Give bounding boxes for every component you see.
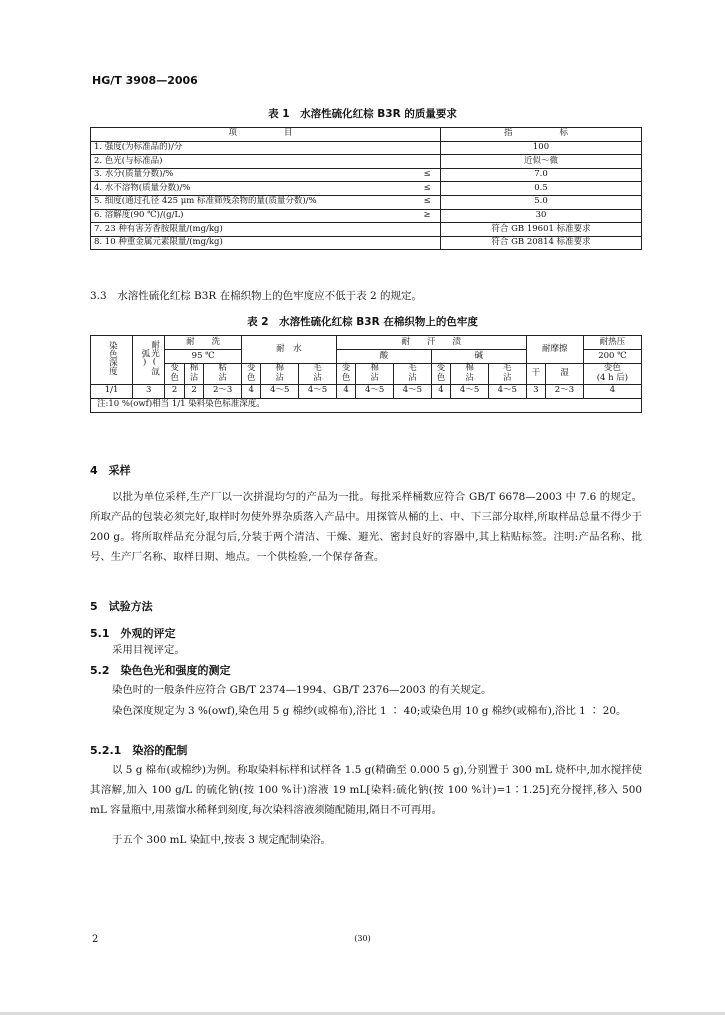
table1-value: 符合 GB 19601 标准要求 xyxy=(441,223,642,237)
page-number: 2 xyxy=(92,934,99,945)
header-depth: 染色深度 xyxy=(91,336,133,385)
cell: 2 xyxy=(165,384,184,398)
table1-value: 符合 GB 20814 标准要求 xyxy=(441,236,642,250)
section-5-2-1-title: 5.2.1 染浴的配制 xyxy=(90,744,188,757)
table1-header-indicator: 指 标 xyxy=(441,128,642,142)
table1-sym: ≤ xyxy=(414,195,441,209)
table2-note: 注:10 %(owf)相当 1/1 染料染色标准深度。 xyxy=(91,398,642,412)
table1-sym xyxy=(414,223,441,237)
quality-requirements-table xyxy=(90,127,642,250)
sub-header: 棉 沾 xyxy=(356,364,394,385)
table1-sym xyxy=(414,141,441,155)
color-fastness-table xyxy=(90,335,642,413)
header-rub: 耐摩擦 xyxy=(526,336,583,364)
cell: 4 xyxy=(336,384,355,398)
section-5-title: 5 试验方法 xyxy=(90,600,153,613)
sub-header: 变 色 xyxy=(241,364,260,385)
table1-sym: ≤ xyxy=(414,182,441,196)
cell: 3 xyxy=(133,384,165,398)
sub-header: 变 色 xyxy=(165,364,184,385)
table1-item: 6. 溶解度(90 ℃)/(g/L) xyxy=(91,209,415,223)
cell: 2～3 xyxy=(204,384,242,398)
sub-header-wet: 湿 xyxy=(546,364,584,385)
sub-header: 毛 沾 xyxy=(394,364,432,385)
table1-item: 4. 水不溶物(质量分数)/% xyxy=(91,182,415,196)
table-row xyxy=(91,236,642,250)
table2-caption: 表 2 水溶性硫化红棕 B3R 在棉织物上的色牢度 xyxy=(247,316,478,328)
header-sweat: 耐 汗 渍 xyxy=(336,336,526,350)
cell: 4～5 xyxy=(356,384,394,398)
table1-item: 3. 水分(质量分数)/% xyxy=(91,168,415,182)
section-4-body: 以批为单位采样,生产厂以一次拼混均匀的产品为一批。每批采样桶数应符合 GB/T 6678—2003 中 7.6 的规定。所取产品的包装必须完好,取样时勿使外界杂质落入产品中。用探管从桶的上、中、下三部分取样,所取样品总量不得少于 200 g。将所取样品充分混匀后,分装于两个清洁、干燥、避光、密封良好的容器中,其上粘贴标签。注明:产品名称、批号、生产厂名称、取样日期、地点。一个供检验,一个保存备查。 xyxy=(90,491,642,563)
table1-sym: ≥ xyxy=(414,209,441,223)
sub-header: 粘 沾 xyxy=(204,364,242,385)
table-row xyxy=(91,182,642,196)
header-wash-temp: 95 ℃ xyxy=(165,350,242,364)
table-row xyxy=(91,168,642,182)
cell: 4～5 xyxy=(299,384,337,398)
cell: 4～5 xyxy=(394,384,432,398)
section-5-2-title: 5.2 染色色光和强度的测定 xyxy=(90,664,231,677)
table1-item: 1. 强度(为标准品的)/分 xyxy=(91,141,415,155)
section-5-1-body: 采用目视评定。 xyxy=(112,644,185,656)
sub-header: 变 色 xyxy=(336,364,355,385)
table1-caption: 表 1 水溶性硫化红棕 B3R 的质量要求 xyxy=(268,108,457,120)
cell: 2～3 xyxy=(546,384,584,398)
cell: 4 xyxy=(241,384,260,398)
table1-value: 近似～微 xyxy=(441,155,642,169)
section-5-1-title: 5.1 外观的评定 xyxy=(90,627,176,640)
table-row xyxy=(91,155,642,169)
section-5-2-body2: 染色深度规定为 3 %(owf),染色用 5 g 棉纱(或棉布),浴比 1 ∶ 40;或染色用 10 g 棉纱(或棉布),浴比 1 ∶ 20。 xyxy=(112,705,627,717)
cell: 4 xyxy=(431,384,450,398)
cell: 2 xyxy=(184,384,203,398)
table1-value: 5.0 xyxy=(441,195,642,209)
header-light: 耐光(氙弧) xyxy=(133,336,165,385)
header-water: 耐 水 xyxy=(241,336,336,364)
section-4-title: 4 采样 xyxy=(90,464,131,477)
page-code: (30) xyxy=(354,934,371,943)
table1-item: 5. 细度(通过孔径 425 μm 标准筛残余物的量(质量分数)/% xyxy=(91,195,415,209)
sub-header-press: 变色 (4 h 后) xyxy=(583,364,641,385)
sub-header: 棉 沾 xyxy=(451,364,489,385)
cell: 3 xyxy=(526,384,545,398)
table1-value: 7.0 xyxy=(441,168,642,182)
cell: 4 xyxy=(583,384,641,398)
section-3-3: 3.3 水溶性硫化红棕 B3R 在棉织物上的色牢度应不低于表 2 的规定。 xyxy=(90,290,423,302)
cell: 1/1 xyxy=(91,384,133,398)
header-press: 耐热压 xyxy=(583,336,641,350)
header-wash: 耐 洗 xyxy=(165,336,242,350)
table1-item: 8. 10 种重金属元素限量/(mg/kg) xyxy=(91,236,415,250)
table-row xyxy=(91,223,642,237)
sub-header: 棉 沾 xyxy=(261,364,299,385)
table1-header-item: 项 目 xyxy=(91,128,441,142)
bottom-scan-edge xyxy=(0,1012,725,1015)
table1-value: 0.5 xyxy=(441,182,642,196)
section-5-2-body1: 染色时的一般条件应符合 GB/T 2374—1994、GB/T 2376—2003 的有关规定。 xyxy=(112,684,492,696)
table-row xyxy=(91,209,642,223)
table1-sym xyxy=(414,236,441,250)
table1-sym: ≤ xyxy=(414,168,441,182)
standard-code: HG/T 3908—2006 xyxy=(92,74,198,87)
sub-header: 棉 沾 xyxy=(184,364,203,385)
table1-sym xyxy=(414,155,441,169)
header-acid: 酸 xyxy=(336,350,431,364)
cell: 4～5 xyxy=(261,384,299,398)
table1-value: 100 xyxy=(441,141,642,155)
sub-header: 变 色 xyxy=(431,364,450,385)
sub-header: 毛 沾 xyxy=(299,364,337,385)
table1-value: 30 xyxy=(441,209,642,223)
cell: 4～5 xyxy=(451,384,489,398)
table-row xyxy=(91,384,642,398)
table1-item: 2. 色光(与标准品) xyxy=(91,155,415,169)
sub-header: 毛 沾 xyxy=(488,364,526,385)
table1-item: 7. 23 种有害芳香胺限量/(mg/kg) xyxy=(91,223,415,237)
section-5-2-1-body1: 以 5 g 棉布(或棉纱)为例。称取染料标样和试样各 1.5 g(精确至 0.000 5 g),分别置于 300 mL 烧杯中,加水搅拌使其溶解,加入 100 g/L 的硫化钠(按 100 %计)溶液 19 mL[染料:硫化钠(按 100 %计)=1∶1.25]充分搅拌,移入 500 mL 容量瓶中,用蒸馏水稀释到刻度,每次染料溶液须随配随用,隔日不可再用。 xyxy=(90,764,642,816)
header-press-temp: 200 ℃ xyxy=(583,350,641,364)
header-alkali: 碱 xyxy=(431,350,526,364)
cell: 4～5 xyxy=(488,384,526,398)
sub-header-dry: 干 xyxy=(526,364,545,385)
table-row xyxy=(91,141,642,155)
table-row xyxy=(91,195,642,209)
section-5-2-1-body2: 于五个 300 mL 染缸中,按表 3 规定配制染浴。 xyxy=(112,834,331,846)
